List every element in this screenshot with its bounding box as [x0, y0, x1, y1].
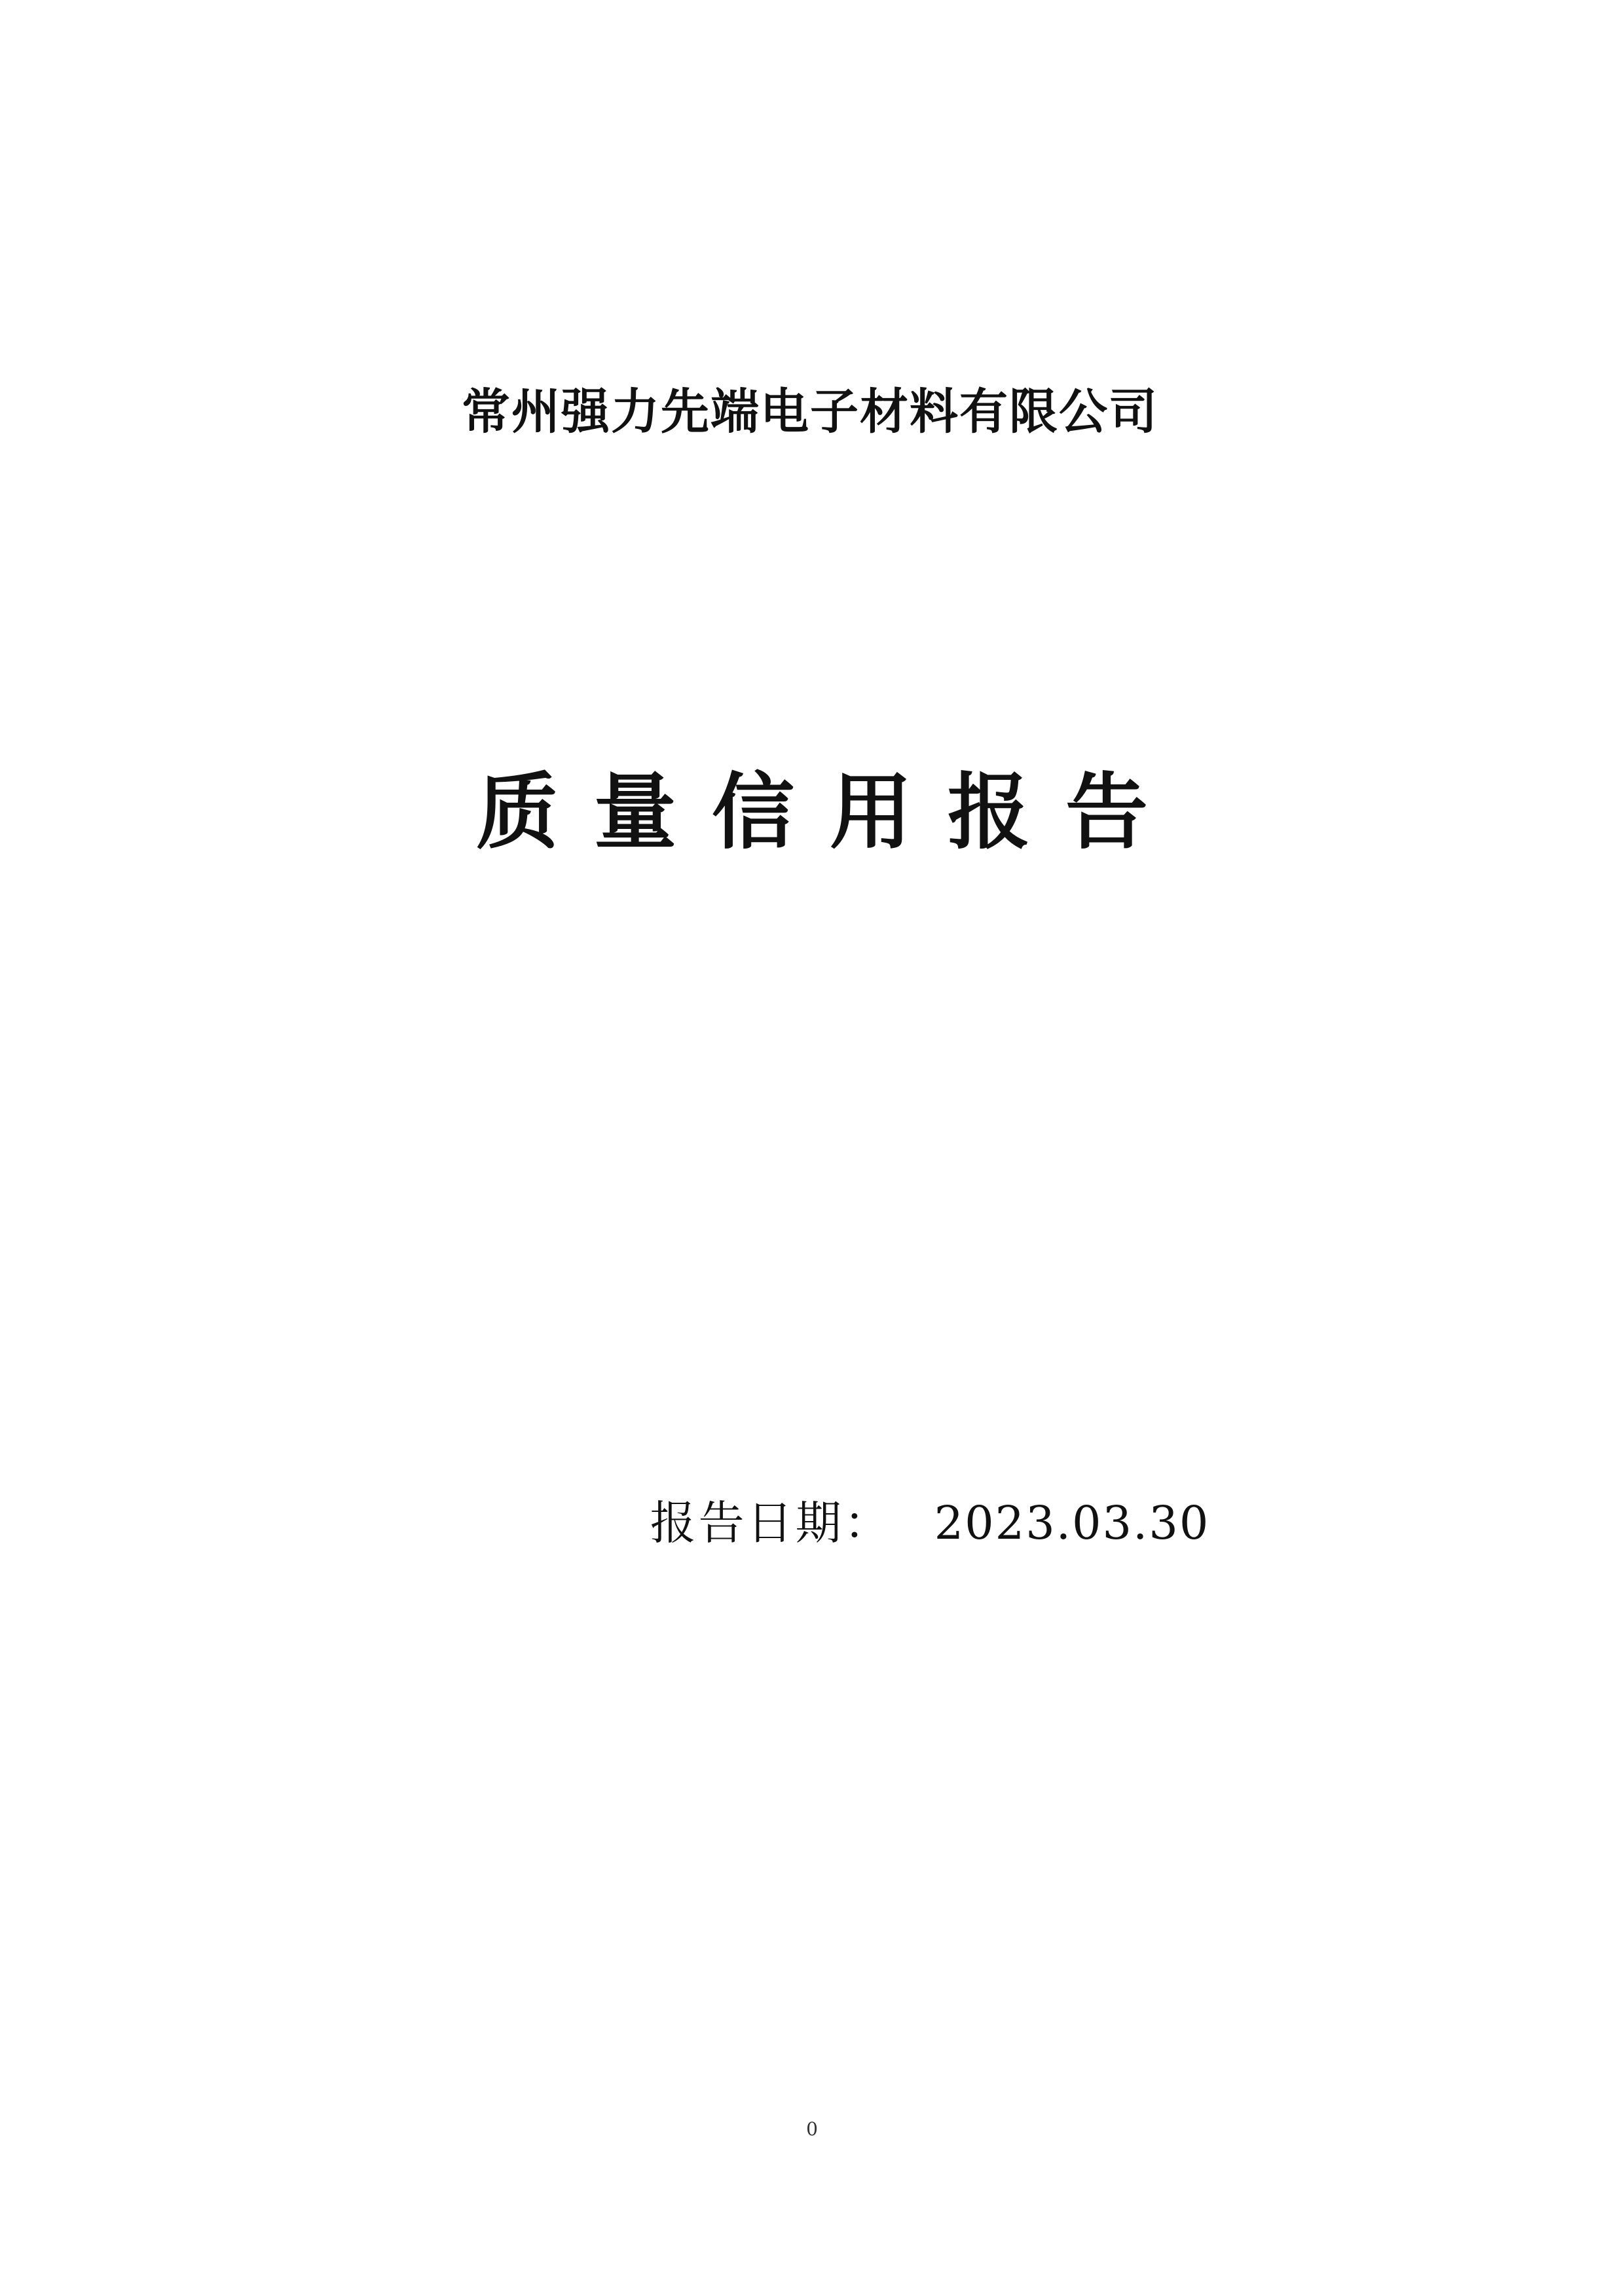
report-date-line	[0, 1486, 1624, 1552]
page-number: 0	[806, 2118, 818, 2140]
report-date-label: 报告日期：	[650, 1496, 893, 1550]
page-title: 质量信用报告	[476, 763, 1183, 860]
company-name: 常州强力先端电子材料有限公司	[462, 384, 1158, 440]
report-date-value: 2023.03.30	[934, 1496, 1210, 1550]
